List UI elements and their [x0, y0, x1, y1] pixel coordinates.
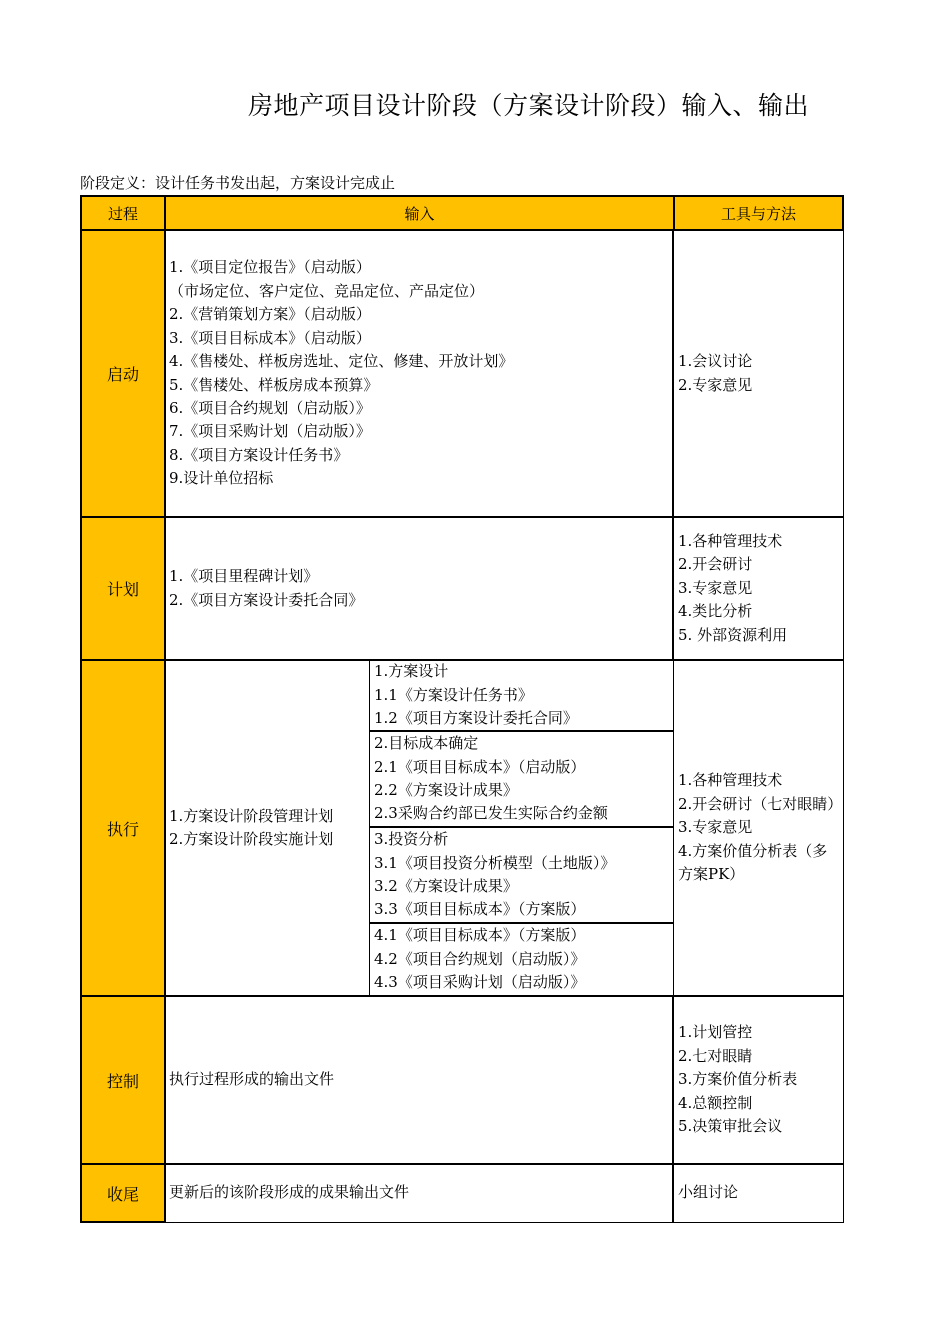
plan-inputs — [164, 516, 673, 661]
input-line: 3.3《项目目标成本》（方案版） — [374, 900, 586, 919]
tool-line: 5. 外部资源利用 — [678, 625, 788, 644]
tool-line: 3.专家意见 — [678, 818, 753, 837]
input-line: 2.2《方案设计成果》 — [374, 781, 518, 799]
input-line: 4.《售楼处、样板房选址、定位、修建、开放计划》 — [169, 352, 514, 371]
input-line: 8.《项目方案设计任务书》 — [169, 445, 349, 464]
input-line: 9.设计单位招标 — [169, 469, 274, 488]
tool-line: 4.总额控制 — [678, 1093, 753, 1112]
tool-line: 1.会议讨论 — [678, 352, 753, 371]
tool-line: 1.各种管理技术 — [678, 771, 783, 790]
tool-line: 4.方案价值分析表（多方案PK） — [678, 841, 828, 884]
control-inputs — [164, 995, 673, 1165]
input-line: 2.3采购合约部已发生实际合约金额 — [374, 804, 608, 823]
input-line: （市场定位、客户定位、竞品定位、产品定位） — [169, 281, 485, 300]
input-line: 2.《项目方案设计委托合同》 — [169, 590, 364, 609]
stage-definition: 阶段定义：设计任务书发出起，方案设计完成止 — [80, 174, 396, 192]
header-tools: 工具与方法 — [673, 195, 844, 231]
input-line: 3.1《项目投资分析模型（土地版）》 — [374, 853, 616, 872]
input-line: 更新后的该阶段形成的成果输出文件 — [169, 1183, 410, 1202]
tool-line: 3.专家意见 — [678, 578, 753, 597]
execute-group-1 — [369, 659, 674, 732]
tool-line: 3.方案价值分析表 — [678, 1070, 798, 1089]
execute-group-2 — [369, 730, 674, 828]
tool-line: 2.开会研讨 — [678, 555, 753, 574]
tool-line: 1.计划管控 — [678, 1023, 753, 1042]
input-line: 2.方案设计阶段实施计划 — [169, 830, 334, 848]
control-tools — [673, 995, 844, 1165]
tool-line: 4.类比分析 — [678, 602, 753, 621]
close-tools — [673, 1163, 844, 1223]
execute-group-4 — [369, 922, 674, 997]
input-line: 1.1《方案设计任务书》 — [374, 685, 533, 704]
start-tools — [673, 229, 844, 518]
plan-tools — [673, 516, 844, 661]
header-input: 输入 — [164, 195, 675, 231]
input-line: 1.《项目里程碑计划》 — [169, 567, 319, 586]
input-line: 5.《售楼处、样板房成本预算》 — [169, 375, 379, 394]
input-line: 2.《营销策划方案》（启动版） — [169, 305, 371, 324]
stage-execute: 执行 — [80, 659, 166, 997]
stage-start: 启动 — [80, 229, 166, 518]
input-line: 1.2《项目方案设计委托合同》 — [374, 709, 578, 728]
tool-line: 小组讨论 — [678, 1183, 739, 1202]
input-line: 3.2《方案设计成果》 — [374, 877, 518, 895]
input-line: 1.方案设计 — [374, 662, 449, 681]
input-line: 4.1《项目目标成本》（方案版） — [374, 926, 586, 945]
tool-line: 2.专家意见 — [678, 375, 753, 394]
input-line: 7.《项目采购计划（启动版）》 — [169, 422, 371, 441]
start-inputs — [164, 229, 673, 518]
execute-tools — [673, 659, 844, 997]
stage-close: 收尾 — [80, 1163, 166, 1223]
input-line: 1.方案设计阶段管理计划 — [169, 806, 334, 825]
input-line: 4.3《项目采购计划（启动版）》 — [374, 973, 586, 992]
execute-group-3 — [369, 826, 674, 924]
input-line: 4.2《项目合约规划（启动版）》 — [374, 949, 586, 968]
tool-line: 1.各种管理技术 — [678, 531, 783, 550]
input-line: 3.投资分析 — [374, 830, 449, 849]
tool-line: 2.开会研讨（七对眼睛） — [678, 794, 843, 813]
tool-line: 2.七对眼睛 — [678, 1046, 753, 1065]
stage-control: 控制 — [80, 995, 166, 1165]
input-line: 3.《项目目标成本》（启动版） — [169, 328, 371, 347]
header-process: 过程 — [80, 195, 166, 231]
close-inputs — [164, 1163, 673, 1223]
input-line: 6.《项目合约规划（启动版）》 — [169, 398, 371, 417]
page-title: 房地产项目设计阶段（方案设计阶段）输入、输出 — [248, 91, 810, 120]
process-table — [80, 195, 844, 1223]
input-line: 1.《项目定位报告》（启动版） — [169, 258, 371, 277]
tool-line: 5.决策审批会议 — [678, 1117, 783, 1136]
input-line: 2.1《项目目标成本》（启动版） — [374, 757, 586, 776]
stage-plan: 计划 — [80, 516, 166, 661]
execute-inputs — [164, 659, 370, 997]
input-line: 2.目标成本确定 — [374, 734, 479, 753]
input-line: 执行过程形成的输出文件 — [169, 1070, 335, 1089]
